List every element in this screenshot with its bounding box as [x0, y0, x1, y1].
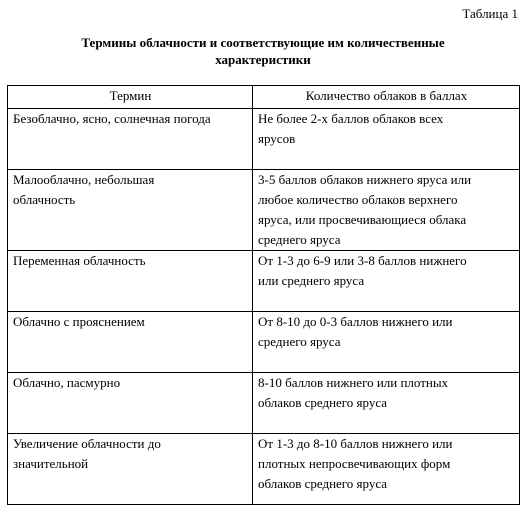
amount-cell [253, 109, 520, 170]
cell-line: Безоблачно, ясно, солнечная погода [13, 111, 211, 126]
term-cell [8, 373, 253, 434]
header-amount: Количество облаков в баллах [253, 86, 520, 109]
amount-cell [253, 434, 520, 505]
table-row [8, 251, 520, 312]
table-number: Таблица 1 [462, 6, 518, 21]
cell-line: Не более 2-х баллов облаков всех [258, 111, 444, 126]
caption-line-1: Термины облачности и соответствующие им количественные [81, 35, 445, 50]
amount-cell [253, 170, 520, 251]
amount-cell [253, 312, 520, 373]
cell-line: От 8-10 до 0-3 баллов нижнего или [258, 314, 453, 329]
cell-line: От 1-3 до 8-10 баллов нижнего или [258, 436, 453, 451]
table-row [8, 109, 520, 170]
amount-cell [253, 373, 520, 434]
caption-line-2: характеристики [215, 52, 311, 67]
table-header-row [8, 86, 520, 109]
cell-line: Облачно, пасмурно [13, 375, 121, 390]
cell-line: среднего яруса [258, 334, 341, 349]
cell-line: Переменная облачность [13, 253, 146, 268]
table-caption [0, 34, 526, 68]
cell-line: От 1-3 до 6-9 или 3-8 баллов нижнего [258, 253, 467, 268]
term-cell [8, 312, 253, 373]
table-row [8, 373, 520, 434]
header-term: Термин [8, 86, 253, 109]
cloudiness-table [7, 85, 520, 505]
cell-line: облачность [13, 192, 76, 207]
cell-line: значительной [13, 456, 89, 471]
cell-line: ярусов [258, 131, 296, 146]
cell-line: среднего яруса [258, 232, 341, 247]
term-cell [8, 170, 253, 251]
table-row [8, 434, 520, 505]
cell-line: яруса, или просвечивающиеся облака [258, 212, 467, 227]
cell-line: или среднего яруса [258, 273, 365, 288]
table-row [8, 312, 520, 373]
term-cell [8, 434, 253, 505]
amount-cell [253, 251, 520, 312]
cell-line: Облачно с прояснением [13, 314, 145, 329]
cell-line: Малооблачно, небольшая [13, 172, 155, 187]
term-cell [8, 109, 253, 170]
cell-line: любое количество облаков верхнего [258, 192, 458, 207]
cell-line: 8-10 баллов нижнего или плотных [258, 375, 449, 390]
cell-line: плотных непросвечивающих форм [258, 456, 451, 471]
cell-line: Увеличение облачности до [13, 436, 161, 451]
cell-line: облаков среднего яруса [258, 395, 388, 410]
cell-line: 3-5 баллов облаков нижнего яруса или [258, 172, 472, 187]
table-row [8, 170, 520, 251]
term-cell [8, 251, 253, 312]
cell-line: облаков среднего яруса [258, 476, 388, 491]
